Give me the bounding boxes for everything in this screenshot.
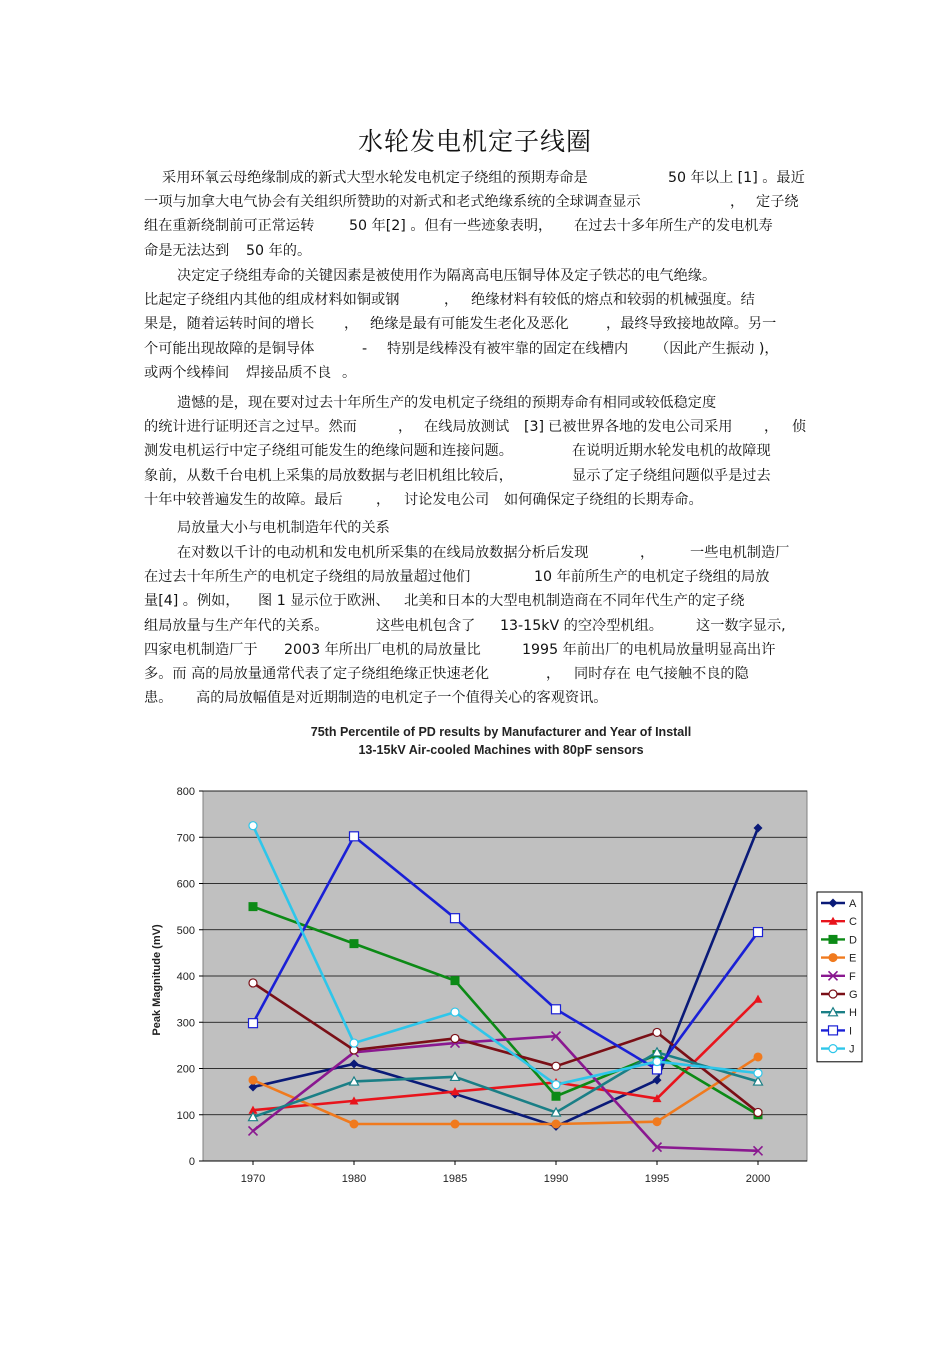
data-point	[350, 832, 359, 841]
y-tick-label: 600	[176, 878, 195, 891]
x-tick-label: 1990	[543, 1173, 569, 1185]
text-run: 量[4] 。例如，	[144, 593, 240, 610]
legend-marker	[829, 990, 837, 998]
text-run: [3]	[524, 419, 545, 436]
text-run: 在过去十年所生产的电机定子绕组的局放量超过他们	[144, 569, 471, 586]
chart-subtitle: 13-15kV Air-cooled Machines with 80pF sensors	[358, 743, 644, 757]
data-point	[552, 1081, 560, 1089]
text-line	[144, 391, 808, 415]
text-run: 在线局放测试	[424, 419, 510, 436]
text-run: ，最终导致接地故障。另一	[606, 316, 777, 333]
data-point	[451, 914, 460, 923]
x-tick-label: 1970	[240, 1173, 266, 1185]
text-line	[144, 662, 808, 686]
text-run: 同时存在 电气接触不良的隐	[574, 665, 749, 682]
text-run: 显示了定子绕组问题似乎是过去	[572, 467, 771, 484]
data-point	[653, 1058, 661, 1066]
legend-marker	[829, 935, 838, 944]
text-run: 在过去十多年所生产的发电机寿	[574, 218, 773, 235]
text-run: ，	[444, 292, 459, 309]
text-run: 焊接品质不良	[246, 364, 332, 381]
text-line	[144, 337, 808, 361]
text-run: ，	[640, 545, 655, 561]
text-run: 组在重新绕制前可正常运转	[144, 218, 315, 235]
legend-label: A	[849, 898, 857, 910]
text-run: 测发电机运行中定子绕组可能发生的绝缘问题和连接问题。	[144, 443, 513, 460]
text-run: 一些电机制造厂	[690, 545, 790, 561]
text-run: 局放量大小与电机制造年代的关系	[177, 520, 390, 536]
paragraph-3	[144, 391, 808, 512]
legend-marker	[829, 1045, 837, 1053]
data-point	[249, 979, 257, 987]
text-line	[144, 488, 808, 512]
text-run: 或两个线棒间	[144, 364, 230, 381]
text-line	[144, 190, 808, 214]
text-run: ，	[344, 316, 359, 333]
text-line	[144, 239, 808, 263]
data-point	[451, 1008, 459, 1016]
data-point	[754, 928, 763, 937]
text-run: 如何确保定子绕组的长期寿命。	[504, 491, 703, 508]
text-line	[144, 439, 808, 463]
data-point	[350, 939, 359, 948]
data-point	[249, 1019, 258, 1028]
text-run: 北美和日本的大型电机制造商在不同年代生产的定子绕	[404, 593, 745, 610]
text-run: 在说明近期水轮发电机的故障现	[572, 443, 771, 460]
y-tick-label: 500	[176, 924, 195, 937]
text-line	[144, 166, 808, 190]
data-point	[451, 1034, 459, 1042]
text-run: 在对数以千计的电动机和发电机所采集的在线局放数据分析后发现	[177, 545, 589, 561]
legend-label: G	[849, 989, 858, 1001]
paragraph-5	[144, 541, 808, 710]
data-point	[653, 1117, 662, 1126]
figure-1	[140, 718, 880, 1198]
text-run: 遗憾的是，现在要对过去十年所生产的发电机定子绕组的预期寿命有相同或较低稳定度	[177, 395, 717, 411]
y-tick-label: 300	[176, 1017, 195, 1030]
text-run: ，	[764, 419, 779, 436]
text-line	[144, 415, 808, 439]
text-run: 50 年[2] 。但有一些迹象表明，	[349, 218, 553, 235]
text-run: 命是无法达到	[144, 242, 230, 259]
text-line	[144, 638, 808, 662]
data-point	[552, 1005, 561, 1014]
text-run: 讨论发电公司	[404, 491, 490, 508]
text-run: 组局放量与生产年代的关系。	[144, 617, 329, 634]
text-line	[144, 464, 808, 488]
x-tick-label: 2000	[745, 1173, 771, 1185]
text-line	[144, 614, 808, 638]
text-run: 的统计进行证明还言之过早。然而	[144, 419, 357, 436]
text-run: 2003 年所出厂电机的局放量比	[284, 641, 481, 658]
data-point	[249, 1076, 258, 1085]
x-tick-label: 1980	[341, 1173, 367, 1185]
text-run: -	[362, 340, 368, 357]
text-run: 50 年以上 [1] 。最近	[668, 170, 805, 186]
text-run: ，	[376, 491, 391, 508]
legend-label: H	[849, 1007, 857, 1020]
data-point	[451, 1120, 460, 1129]
text-run: 13-15kV 的空冷型机组。	[500, 617, 663, 634]
paragraph-2	[144, 264, 808, 385]
text-run: 象前，从数千台电机上采集的局放数据与老旧机组比较后，	[144, 467, 513, 484]
text-run: 采用环氧云母绝缘制成的新式大型水轮发电机定子绕组的预期寿命是	[162, 170, 588, 186]
text-run: 高的局放幅值是对近期制造的电机定子一个值得关心的客观资讯。	[196, 690, 608, 707]
text-run: 。	[342, 364, 357, 381]
data-point	[653, 1065, 662, 1074]
text-run: 患。	[144, 690, 173, 707]
text-run: 比起定子绕组内其他的组成材料如铜或钢	[144, 292, 400, 309]
legend-label: E	[849, 952, 857, 965]
text-run: 绝缘是最有可能发生老化及恶化	[370, 316, 569, 333]
text-run: 四家电机制造厂于	[144, 641, 258, 658]
text-line	[144, 361, 808, 385]
text-line	[144, 288, 808, 312]
chart-title: 75th Percentile of PD results by Manufacturer and Year of Install	[310, 725, 692, 739]
text-line	[144, 541, 808, 565]
data-point	[754, 1108, 762, 1116]
text-run: 定子绕	[756, 194, 799, 211]
data-point	[249, 822, 257, 830]
section-heading	[144, 516, 808, 540]
text-run: 1995 年前出厂的电机局放量明显高出许	[522, 641, 776, 658]
y-tick-label: 100	[176, 1109, 195, 1122]
text-run: 这一数字显示,	[696, 617, 786, 634]
text-run: 多。而 高的局放量通常代表了定子绕组绝缘正快速老化	[144, 665, 490, 682]
text-run: ，	[546, 665, 561, 682]
y-tick-label: 800	[176, 786, 195, 798]
text-line	[144, 589, 808, 613]
text-run: 决定定子绕组寿命的关键因素是被使用作为隔离高电压铜导体及定子铁芯的电气绝缘。	[177, 268, 717, 284]
legend-label: C	[849, 916, 857, 929]
text-run: 十年中较普遍发生的故障。最后	[144, 491, 343, 508]
text-line	[144, 264, 808, 288]
text-run: 绝缘材料有较低的熔点和较弱的机械强度。结	[471, 292, 755, 309]
text-run: 这些电机包含了	[376, 617, 476, 634]
data-point	[451, 976, 460, 985]
pd-line-chart	[140, 718, 880, 1198]
text-run: 侦	[792, 419, 807, 436]
text-line	[144, 312, 808, 336]
text-line	[144, 214, 808, 238]
legend-label: F	[849, 970, 856, 983]
text-run: ，	[398, 419, 413, 436]
text-run: 图 1 显示位于欧洲、	[258, 593, 390, 610]
data-point	[552, 1062, 560, 1070]
x-tick-label: 1995	[644, 1173, 670, 1185]
legend-marker	[829, 953, 838, 962]
y-tick-label: 400	[176, 971, 195, 983]
text-run: ，	[730, 194, 745, 211]
data-point	[350, 1039, 358, 1047]
text-line	[144, 516, 808, 540]
legend-label: I	[849, 1025, 853, 1038]
data-point	[249, 902, 258, 911]
text-run: 个可能出现故障的是铜导体	[144, 340, 315, 357]
data-point	[350, 1120, 359, 1129]
data-point	[754, 1069, 762, 1077]
text-run: 50 年的。	[246, 242, 312, 259]
x-tick-label: 1985	[442, 1173, 468, 1185]
y-tick-label: 700	[176, 832, 195, 845]
data-point	[552, 1092, 561, 1101]
legend-label: D	[849, 934, 857, 947]
legend-label: J	[849, 1043, 855, 1056]
text-line	[144, 565, 808, 589]
data-point	[653, 1028, 661, 1036]
data-point	[754, 1052, 763, 1061]
text-run: 10 年前所生产的电机定子绕组的局放	[534, 569, 770, 586]
data-point	[552, 1120, 561, 1129]
text-line	[144, 686, 808, 710]
text-run: 一项与加拿大电气协会有关组织所赞助的对新式和老式绝缘系统的全球调查显示	[144, 194, 641, 211]
document-title: 水轮发电机定子线圈	[357, 127, 592, 156]
text-run: 特别是线棒没有被牢靠的固定在线槽内	[387, 340, 629, 357]
text-run: （因此产生振动 )，	[655, 340, 779, 357]
y-tick-label: 200	[176, 1063, 195, 1076]
legend-marker	[829, 1026, 838, 1035]
y-axis-label: Peak Magnitude (mV)	[151, 924, 163, 1036]
text-run: 果是，随着运转时间的增长	[144, 316, 315, 333]
paragraph-1	[144, 166, 808, 263]
y-tick-label: 0	[188, 1156, 195, 1168]
text-run: 已被世界各地的发电公司采用	[548, 419, 733, 436]
